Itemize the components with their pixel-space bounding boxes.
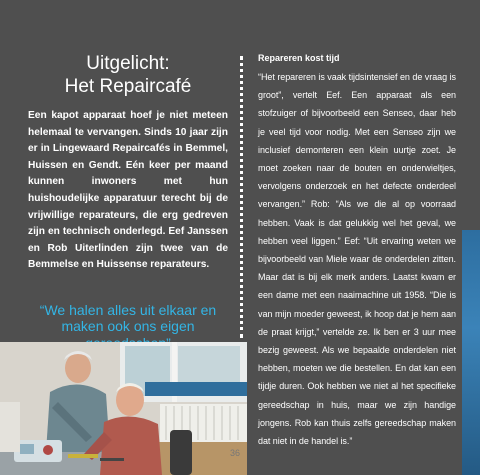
repair-photo-illustration — [0, 342, 247, 475]
article-body: “Het repareren is vaak tijdsintensief en de vraag is groot”, vertelt Eef. Een apparaat als een stofzuiger of bijvoorbeeld een Senseo, daar heb je veel tijd voor nodig. Met een Senseo zijn we inclusief demonteren een klein uurtje zoet. Je moet zoeken naar de bouten en onderwieltjes, vervolgens onderzoek en het defecte onderdeel vervangen.” Rob: “Als we die al op voorraad hebben. Vaak is dat gelukkig wel het geval, we hebben veel liggen.” Eef: “Uit ervaring weten we bijvoorbeeld van Miele waar de onderdelen zitten. Maar dat is bij elk merk anders. Laatst kwam er een dame met een naaimachine uit 1958. “Die is van mijn moeder geweest, ik hoop dat je hem aan de praat krijgt,” vertelde ze. Ik ben er 3 uur mee bezig geweest. Als we bepaalde onderdelen niet hebben, moeten we die bestellen. En dat kan een tijdje duren. Ook hebben we niet al het specifieke gereedschap in huis, maar we zijn handige jongens. Rob kan thuis zelfs gereedschap maken dat niet in de handel is.” — [258, 72, 456, 447]
adjacent-page-edge — [462, 230, 480, 475]
article-heading: Repareren kost tijd — [258, 53, 340, 63]
pull-quote: “We halen alles uit elkaar en maken ook ons eigen — [39, 301, 217, 335]
right-column — [258, 52, 456, 450]
page-title — [28, 52, 228, 98]
left-column — [28, 52, 228, 351]
page-number: 36 — [230, 448, 241, 458]
dotted-divider — [240, 56, 243, 338]
repair-photo — [0, 342, 247, 475]
title-line-2: Het Repaircafé — [64, 76, 192, 97]
intro-paragraph: Een kapot apparaat hoef je niet meteen helemaal te vervangen. Sinds 10 jaar zijn er in Lingewaard Repaircafés in Bemmel, Huissen en Gendt. Eén keer per maand kunnen inwoners met hun huishoudelijke apparatuur terecht bij de vrijwillige reparateurs, die erg gedreven zijn en technisch onderlegd. Eef Janssen en Rob Uiterlinden zijn twee van de Bemmelse en Huissense reparateurs. — [28, 110, 228, 271]
title-line-1: Uitgelicht: — [86, 53, 170, 74]
